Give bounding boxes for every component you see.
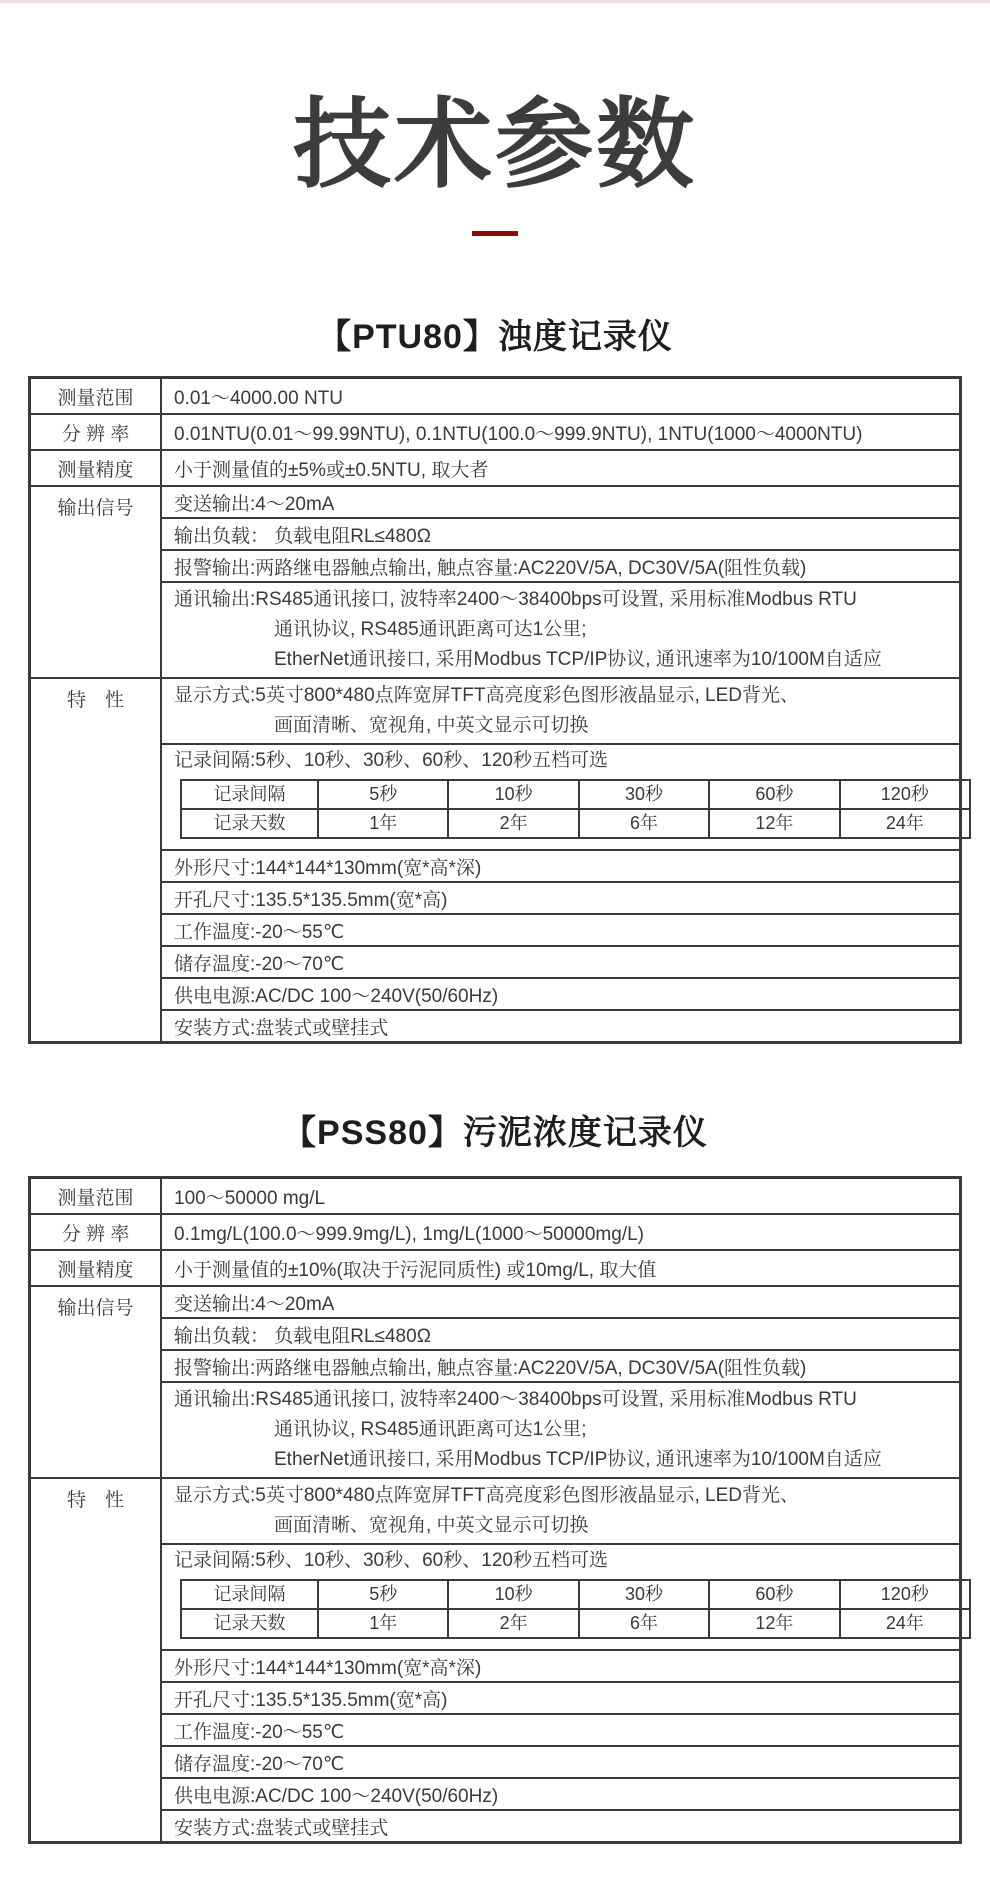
spec-row-measure-range: [31, 379, 959, 413]
record-interval-row: [162, 743, 959, 839]
record-table-cell: 2年: [447, 1610, 577, 1637]
spec-row-features: [31, 677, 959, 1041]
spec-row-accuracy: [31, 449, 959, 485]
row-value: 小于测量值的±5%或±0.5NTU, 取大者: [174, 459, 489, 481]
cutout-row: 开孔尺寸:135.5*135.5mm(宽*高): [162, 1681, 959, 1713]
comm-line-3: EtherNet通讯接口, 采用Modbus TCP/IP协议, 通讯速率为10/100M自适应: [274, 649, 882, 670]
record-interval-table: [180, 1579, 971, 1639]
record-table-row-intervals: [182, 781, 969, 808]
record-table-cell: 记录天数: [213, 1613, 286, 1633]
record-table-cell: 120秒: [839, 781, 969, 808]
storage-temp-row: 储存温度:-20～70℃: [162, 1745, 959, 1777]
row-label: 输出信号: [31, 1287, 162, 1477]
record-table-cell: 60秒: [708, 1581, 838, 1608]
record-table-cell: 2年: [447, 810, 577, 837]
output-load-row: 输出负载： 负载电阻RL≤480Ω: [162, 517, 959, 549]
page-title: 技术参数: [292, 89, 697, 199]
product-section-ptu80: [0, 318, 990, 1044]
mounting-row: 安装方式:盘装式或壁挂式: [162, 1809, 959, 1841]
row-value: 100～50000 mg/L: [174, 1187, 326, 1209]
record-table-cell: 6年: [578, 810, 708, 837]
record-table-cell: 10秒: [447, 1581, 577, 1608]
row-value: [162, 487, 959, 677]
row-label: 特 性: [31, 1479, 162, 1841]
record-table-cell: 10秒: [447, 781, 577, 808]
row-value: 0.01～4000.00 NTU: [174, 387, 343, 409]
display-line-1: 显示方式:5英寸800*480点阵宽屏TFT高亮度彩色图形液晶显示, LED背光、: [174, 1485, 799, 1506]
record-table-cell: 6年: [578, 1610, 708, 1637]
record-table-cell: 24年: [839, 1610, 969, 1637]
comm-output-row: [162, 581, 959, 677]
record-table-cell: 120秒: [839, 1581, 969, 1608]
dimension-row: 外形尺寸:144*144*130mm(宽*高*深): [162, 1649, 959, 1681]
row-label: 输出信号: [31, 487, 162, 677]
record-table-row-days: [182, 1608, 969, 1637]
record-table-cell: 记录天数: [213, 813, 286, 833]
dimension-row: 外形尺寸:144*144*130mm(宽*高*深): [162, 849, 959, 881]
record-interval-row: [162, 1543, 959, 1639]
record-table-cell: 30秒: [578, 1581, 708, 1608]
spec-table: [28, 376, 962, 1044]
row-value: [162, 1479, 959, 1841]
record-table-cell: 1年: [317, 810, 447, 837]
row-label: 测量精度: [31, 451, 162, 485]
row-value: [162, 1287, 959, 1477]
title-underline: [472, 231, 518, 236]
record-table-cell: 1年: [317, 1610, 447, 1637]
operating-temp-row: 工作温度:-20～55℃: [162, 913, 959, 945]
row-label: 特 性: [31, 679, 162, 1041]
row-label: 分 辨 率: [31, 1215, 162, 1249]
row-label: 测量范围: [31, 379, 162, 413]
comm-line-1: 通讯输出:RS485通讯接口, 波特率2400～38400bps可设置, 采用标准Modbus RTU: [174, 589, 857, 610]
record-table-cell: 30秒: [578, 781, 708, 808]
alarm-output-row: 报警输出:两路继电器触点输出, 触点容量:AC220V/5A, DC30V/5A(阻性负载): [162, 549, 959, 581]
record-table-row-days: [182, 808, 969, 837]
spec-table: [28, 1176, 962, 1844]
display-mode-row: [162, 679, 959, 743]
record-interval-table: [180, 779, 971, 839]
transmit-output-row: 变送输出:4～20mA: [174, 1293, 335, 1315]
record-table-cell: 60秒: [708, 781, 838, 808]
row-value: 小于测量值的±10%(取决于污泥同质性) 或10mg/L, 取大值: [174, 1259, 657, 1281]
power-supply-row: 供电电源:AC/DC 100～240V(50/60Hz): [162, 977, 959, 1009]
product-section-pss80: [0, 1114, 990, 1844]
spec-row-resolution: [31, 1213, 959, 1249]
comm-line-2: 通讯协议, RS485通讯距离可达1公里;: [274, 1419, 587, 1440]
spec-row-resolution: [31, 413, 959, 449]
display-line-1: 显示方式:5英寸800*480点阵宽屏TFT高亮度彩色图形液晶显示, LED背光、: [174, 685, 799, 706]
comm-output-row: [162, 1381, 959, 1477]
display-mode-row: [162, 1479, 959, 1543]
power-supply-row: 供电电源:AC/DC 100～240V(50/60Hz): [162, 1777, 959, 1809]
spec-row-measure-range: [31, 1179, 959, 1213]
record-table-cell: 5秒: [317, 781, 447, 808]
record-table-cell: 12年: [708, 810, 838, 837]
alarm-output-row: 报警输出:两路继电器触点输出, 触点容量:AC220V/5A, DC30V/5A(阻性负载): [162, 1349, 959, 1381]
spec-row-output-signal: [31, 1285, 959, 1477]
comm-line-1: 通讯输出:RS485通讯接口, 波特率2400～38400bps可设置, 采用标准Modbus RTU: [174, 1389, 857, 1410]
record-table-cell: 5秒: [317, 1581, 447, 1608]
comm-line-3: EtherNet通讯接口, 采用Modbus TCP/IP协议, 通讯速率为10/100M自适应: [274, 1449, 882, 1470]
row-value: 0.01NTU(0.01～99.99NTU), 0.1NTU(100.0～999.9NTU), 1NTU(1000～4000NTU): [174, 423, 863, 445]
record-table-row-intervals: [182, 1581, 969, 1608]
comm-line-2: 通讯协议, RS485通讯距离可达1公里;: [274, 619, 587, 640]
spec-row-accuracy: [31, 1249, 959, 1285]
storage-temp-row: 储存温度:-20～70℃: [162, 945, 959, 977]
display-line-2: 画面清晰、宽视角, 中英文显示可切换: [274, 1515, 589, 1536]
record-table-cell: 24年: [839, 810, 969, 837]
spec-row-features: [31, 1477, 959, 1841]
spec-row-output-signal: [31, 485, 959, 677]
record-interval-note: 记录间隔:5秒、10秒、30秒、60秒、120秒五档可选: [174, 750, 608, 771]
cutout-row: 开孔尺寸:135.5*135.5mm(宽*高): [162, 881, 959, 913]
record-table-cell: 记录间隔: [213, 1584, 286, 1604]
output-load-row: 输出负载： 负载电阻RL≤480Ω: [162, 1317, 959, 1349]
record-table-cell: 12年: [708, 1610, 838, 1637]
row-label: 测量范围: [31, 1179, 162, 1213]
row-value: [162, 679, 959, 1041]
section-heading: 【PTU80】浊度记录仪: [317, 318, 673, 356]
record-table-cell: 记录间隔: [213, 784, 286, 804]
row-label: 分 辨 率: [31, 415, 162, 449]
row-value: 0.1mg/L(100.0～999.9mg/L), 1mg/L(1000～50000mg/L): [174, 1223, 644, 1245]
operating-temp-row: 工作温度:-20～55℃: [162, 1713, 959, 1745]
display-line-2: 画面清晰、宽视角, 中英文显示可切换: [274, 715, 589, 736]
top-strip: [0, 0, 990, 3]
row-label: 测量精度: [31, 1251, 162, 1285]
mounting-row: 安装方式:盘装式或壁挂式: [162, 1009, 959, 1041]
section-heading: 【PSS80】污泥浓度记录仪: [282, 1114, 708, 1152]
transmit-output-row: 变送输出:4～20mA: [174, 493, 335, 515]
record-interval-note: 记录间隔:5秒、10秒、30秒、60秒、120秒五档可选: [174, 1550, 608, 1571]
